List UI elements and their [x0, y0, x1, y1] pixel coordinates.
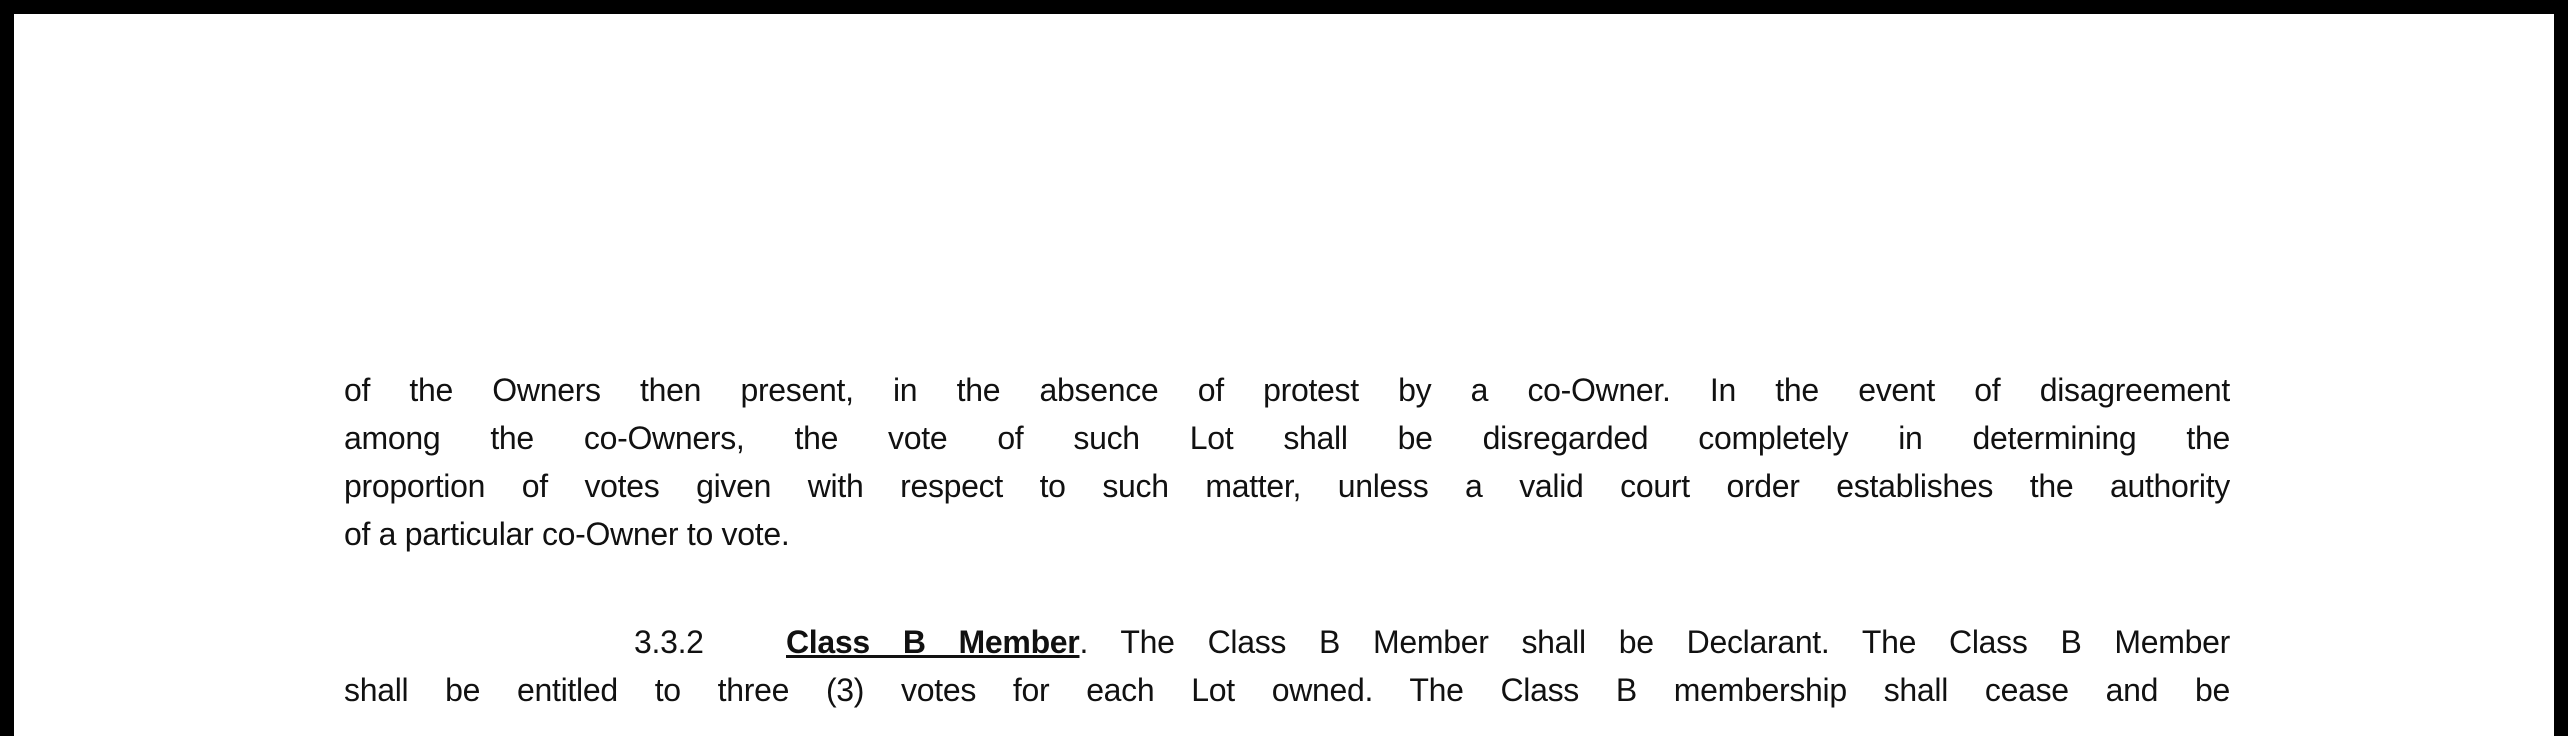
- paragraph-line-3: proportion of votes given with respect to such matter, unless a valid court order establishes the authority: [344, 468, 2230, 504]
- section-line-1-rest: The Class B Member shall be Declarant. The Class B Member: [1088, 624, 2230, 660]
- paragraph-line-2: among the co-Owners, the vote of such Lot shall be disregarded completely in determining the: [344, 420, 2230, 456]
- section-heading: Class B Member: [786, 624, 1080, 660]
- section-heading-punct: .: [1079, 624, 1089, 660]
- paragraph-line-4: of a particular co-Owner to vote.: [344, 516, 790, 552]
- section-number: 3.3.2: [634, 624, 704, 660]
- section-first-line: [786, 622, 2230, 662]
- section-3-3-2-line-2: shall be entitled to three (3) votes for each Lot owned. The Class B membership shall cease and be: [344, 672, 2230, 708]
- document-page: [14, 14, 2554, 736]
- paragraph-line-1: of the Owners then present, in the absence of protest by a co-Owner. In the event of disagreement: [344, 372, 2230, 408]
